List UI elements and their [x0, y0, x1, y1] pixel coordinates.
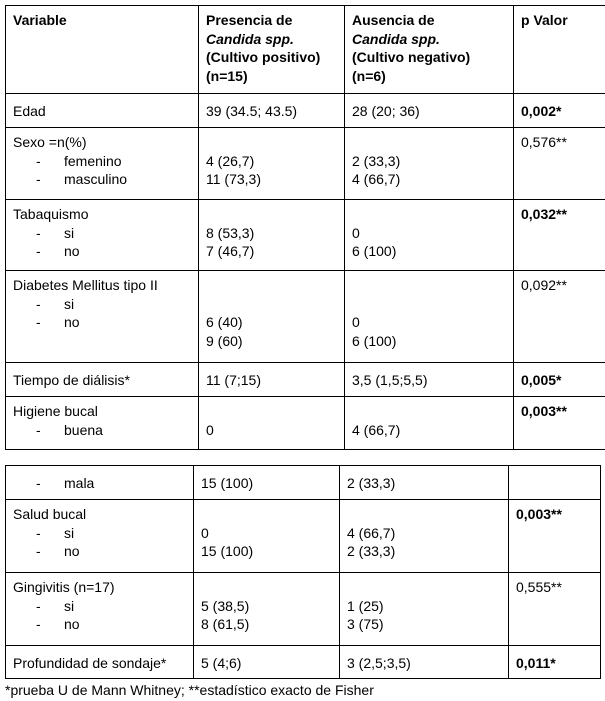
cell-negative: 4 (66,7) — [345, 397, 514, 450]
cell-negative: 3,5 (1,5;5,5) — [345, 363, 514, 397]
row-label: Gingivitis (n=17) - si - no — [6, 573, 194, 646]
table-row — [6, 466, 601, 500]
cell-p-value: 0,011* — [509, 646, 601, 679]
cell-negative: 1 (25) 3 (75) — [340, 573, 509, 646]
header-presencia: Presencia de Candida spp. (Cultivo positivo) (n=15) — [199, 6, 345, 94]
cell-positive: 11 (7;15) — [199, 363, 345, 397]
cell-p-value: 0,003** — [514, 397, 605, 450]
table-row — [6, 94, 605, 128]
cell-positive: 5 (4;6) — [194, 646, 340, 679]
cell-p-value: 0,576** — [514, 128, 605, 200]
cell-positive: 0 15 (100) — [194, 500, 340, 573]
header-variable: Variable — [6, 6, 199, 94]
row-label: Sexo =n(%) - femenino - masculino — [6, 128, 199, 200]
header-row — [6, 6, 605, 94]
cell-positive: 6 (40) 9 (60) — [199, 271, 345, 363]
cell-negative: 0 6 (100) — [345, 200, 514, 271]
header-ausencia: Ausencia de Candida spp. (Cultivo negativo) (n=6) — [345, 6, 514, 94]
table-row — [6, 573, 601, 646]
cell-negative: 2 (33,3) 4 (66,7) — [345, 128, 514, 200]
cell-negative: 28 (20; 36) — [345, 94, 514, 128]
cell-p-value: 0,092** — [514, 271, 605, 363]
table-row — [6, 271, 605, 363]
table-row — [6, 128, 605, 200]
row-label: Higiene bucal - buena — [6, 397, 199, 450]
cell-positive: 4 (26,7) 11 (73,3) — [199, 128, 345, 200]
table-row — [6, 500, 601, 573]
table-row — [6, 200, 605, 271]
table-row — [6, 646, 601, 679]
cell-positive: 8 (53,3) 7 (46,7) — [199, 200, 345, 271]
row-label: Tabaquismo - si - no — [6, 200, 199, 271]
cell-negative: 4 (66,7) 2 (33,3) — [340, 500, 509, 573]
table-row — [6, 363, 605, 397]
cell-negative: 2 (33,3) — [340, 466, 509, 500]
cell-p-value — [509, 466, 601, 500]
row-label: - mala — [6, 466, 194, 500]
cell-negative: 3 (2,5;3,5) — [340, 646, 509, 679]
row-label: Edad — [6, 94, 199, 128]
cell-positive: 15 (100) — [194, 466, 340, 500]
header-p-valor: p Valor — [514, 6, 605, 94]
cell-p-value: 0,003** — [509, 500, 601, 573]
row-label: Salud bucal - si - no — [6, 500, 194, 573]
cell-positive: 5 (38,5) 8 (61,5) — [194, 573, 340, 646]
cell-positive: 39 (34.5; 43.5) — [199, 94, 345, 128]
cell-p-value: 0,005* — [514, 363, 605, 397]
cell-p-value: 0,032** — [514, 200, 605, 271]
results-table-part-2 — [5, 465, 601, 679]
cell-p-value: 0,555** — [509, 573, 601, 646]
footnote: *prueba U de Mann Whitney; **estadístico exacto de Fisher — [5, 682, 374, 698]
cell-p-value: 0,002* — [514, 94, 605, 128]
row-label: Profundidad de sondaje* — [6, 646, 194, 679]
cell-positive: 0 — [199, 397, 345, 450]
table-row — [6, 397, 605, 450]
cell-negative: 0 6 (100) — [345, 271, 514, 363]
row-label: Diabetes Mellitus tipo II - si - no — [6, 271, 199, 363]
row-label: Tiempo de diálisis* — [6, 363, 199, 397]
results-table-part-1 — [5, 5, 605, 450]
